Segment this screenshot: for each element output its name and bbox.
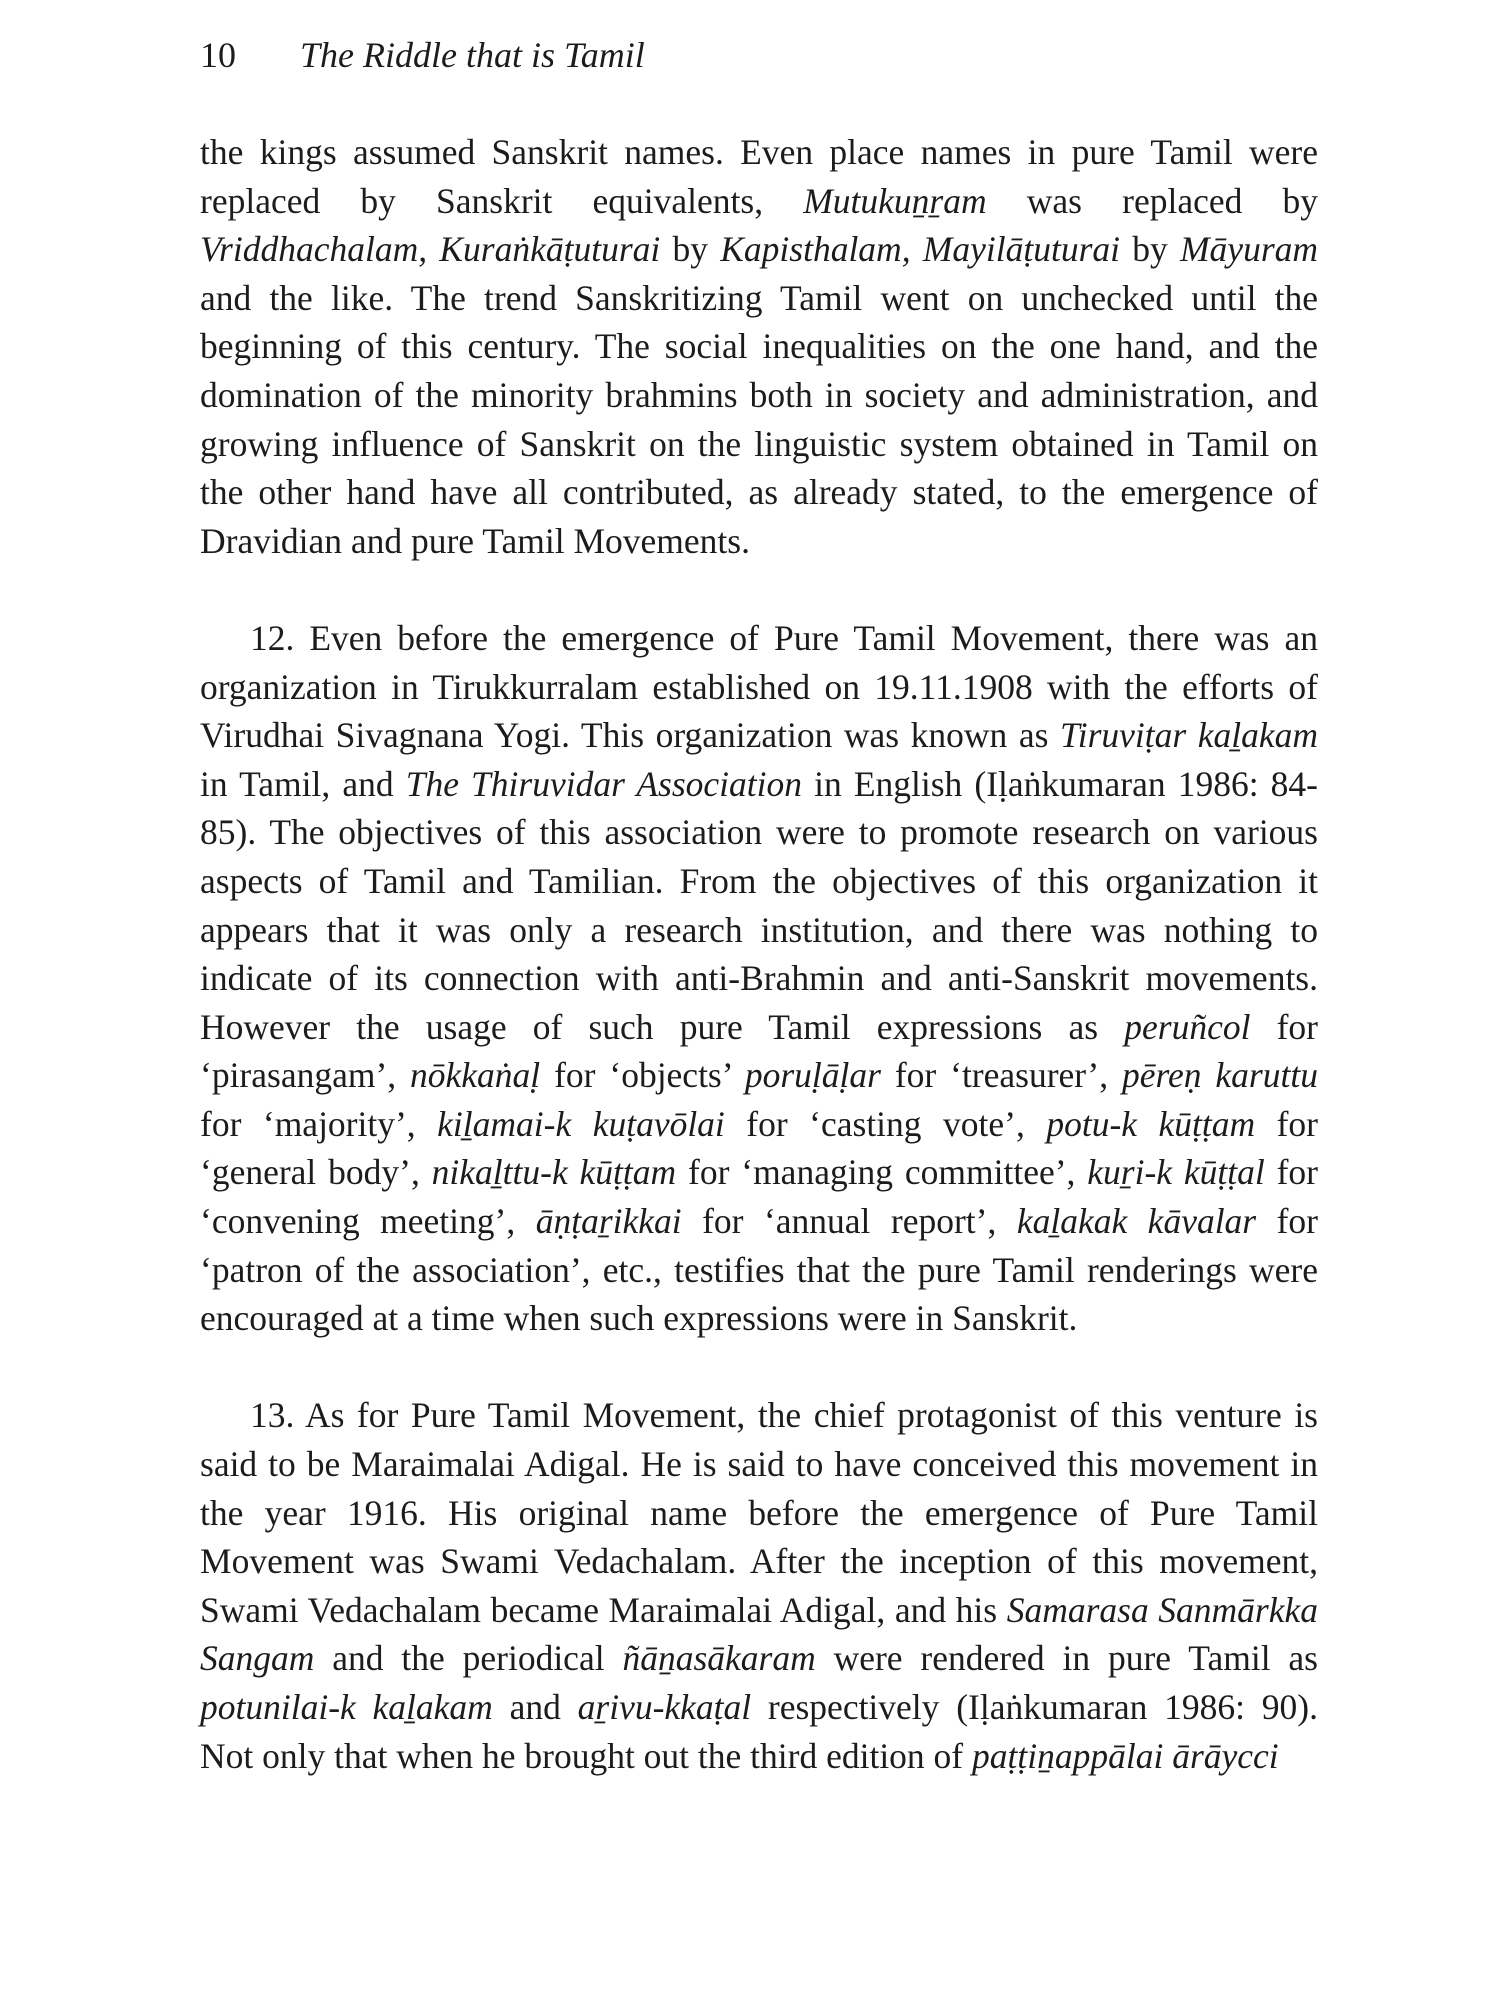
text-run: by bbox=[1120, 229, 1180, 270]
paragraph-p12 bbox=[200, 614, 1318, 1343]
text-run: for ‘annual report’, bbox=[681, 1201, 1017, 1242]
text-run: for ‘general body’, bbox=[200, 1103, 1318, 1193]
italic-term: potu-k kūṭṭam bbox=[1046, 1103, 1256, 1144]
italic-term: nikaḻttu-k kūṭṭam bbox=[431, 1152, 677, 1193]
running-header bbox=[200, 30, 645, 80]
italic-term: pēreṇ karuttu bbox=[1122, 1055, 1318, 1096]
text-run: for ‘objects’ bbox=[540, 1055, 745, 1096]
text-run: and the like. The trend Sanskritizing Tamil went on unchecked until the beginning of this century. The social inequalities on the one hand, and the domination of the minority brahmins both in society and administration, and growing influence of Sanskrit on the linguistic system obtained in Tamil on the other hand have all contributed, as already stated, to the emergence of Dravidian and pure Tamil Movements. bbox=[200, 277, 1318, 561]
text-run: for ‘treasurer’, bbox=[880, 1055, 1123, 1096]
body-text bbox=[200, 128, 1318, 1780]
text-run: in English (Iḷaṅkumaran 1986: 84-85). The objectives of this association were to promote research on various aspects of Tamil and Tamilian. From the objectives of this organization it appears that it was only a research institution, and there was nothing to indicate of its connection with anti-Brahmin and anti-Sanskrit movements. However the usage of such pure Tamil expressions as bbox=[200, 763, 1318, 1047]
paragraph-p13 bbox=[200, 1391, 1318, 1780]
italic-term: Vriddhachalam, Kuraṅkāṭuturai bbox=[200, 229, 661, 270]
italic-term: kaḻakak kāvalar bbox=[1016, 1201, 1257, 1242]
italic-term: āṇṭaṟikkai bbox=[535, 1201, 682, 1242]
text-run: for ‘casting vote’, bbox=[724, 1103, 1047, 1144]
italic-term: Samarasa Sanmārkka Sangam bbox=[200, 1589, 1318, 1679]
text-run: respectively (Iḷaṅkumaran 1986: 90). Not only that when he brought out the third edition of bbox=[200, 1687, 1319, 1776]
italic-term: nōkkaṅaḷ bbox=[410, 1055, 541, 1096]
italic-term: poruḷāḷar bbox=[744, 1055, 881, 1096]
text-run: for ‘patron of the association’, etc., testifies that the pure Tamil renderings were encouraged at a time when such expressions were in Sanskrit. bbox=[200, 1201, 1318, 1339]
text-run: 12. Even before the emergence of Pure Tamil Movement, there was an organization in Tirukkurralam established on 19.11.1908 with the efforts of Virudhai Sivagnana Yogi. This organization was known as bbox=[200, 617, 1318, 756]
text-run: for ‘convening meeting’, bbox=[200, 1152, 1318, 1242]
italic-term: ñāṉasākaram bbox=[622, 1638, 816, 1679]
italic-term: Kapisthalam, Mayilāṭuturai bbox=[720, 229, 1121, 270]
text-run: were rendered in pure Tamil as bbox=[815, 1638, 1318, 1679]
text-run: the kings assumed Sanskrit names. Even place names in pure Tamil were replaced by Sanskrit equivalents, bbox=[200, 132, 1318, 221]
text-run: was replaced by bbox=[986, 180, 1319, 221]
text-run: and the periodical bbox=[314, 1638, 623, 1679]
running-title: The Riddle that is Tamil bbox=[300, 35, 645, 75]
italic-term: aṟivu-kkaṭal bbox=[577, 1687, 752, 1727]
page-number: 10 bbox=[200, 35, 236, 75]
italic-term: peruñcol bbox=[1124, 1006, 1251, 1047]
text-run: for ‘majority’, bbox=[200, 1103, 438, 1144]
text-run: for ‘managing committee’, bbox=[676, 1152, 1088, 1193]
italic-term: potunilai-k kaḻakam bbox=[200, 1687, 493, 1727]
text-run: and bbox=[492, 1687, 578, 1727]
text-run: in Tamil, and bbox=[200, 763, 406, 804]
text-run: 13. As for Pure Tamil Movement, the chief protagonist of this venture is said to be Maraimalai Adigal. He is said to have conceived this movement in the year 1916. His original name before the emergence of Pure Tamil Movement was Swami Vedachalam. After the inception of this movement, Swami Vedachalam became Maraimalai Adigal, and his bbox=[200, 1395, 1318, 1630]
paragraph-p11-continuation bbox=[200, 128, 1318, 565]
text-run: by bbox=[660, 229, 721, 270]
italic-term: Mutukuṉṟam bbox=[803, 180, 987, 221]
italic-term: The Thiruvidar Association bbox=[405, 763, 803, 804]
italic-term: kiḻamai-k kuṭavōlai bbox=[437, 1103, 725, 1144]
italic-term: kuṟi-k kūṭṭal bbox=[1087, 1152, 1265, 1193]
italic-term: paṭṭiṉappālai ārāycci bbox=[972, 1735, 1279, 1776]
italic-term: Māyuram bbox=[1179, 229, 1319, 270]
italic-term: Tiruviṭar kaḻakam bbox=[1059, 715, 1318, 756]
text-run: for ‘pirasangam’, bbox=[200, 1006, 1318, 1096]
